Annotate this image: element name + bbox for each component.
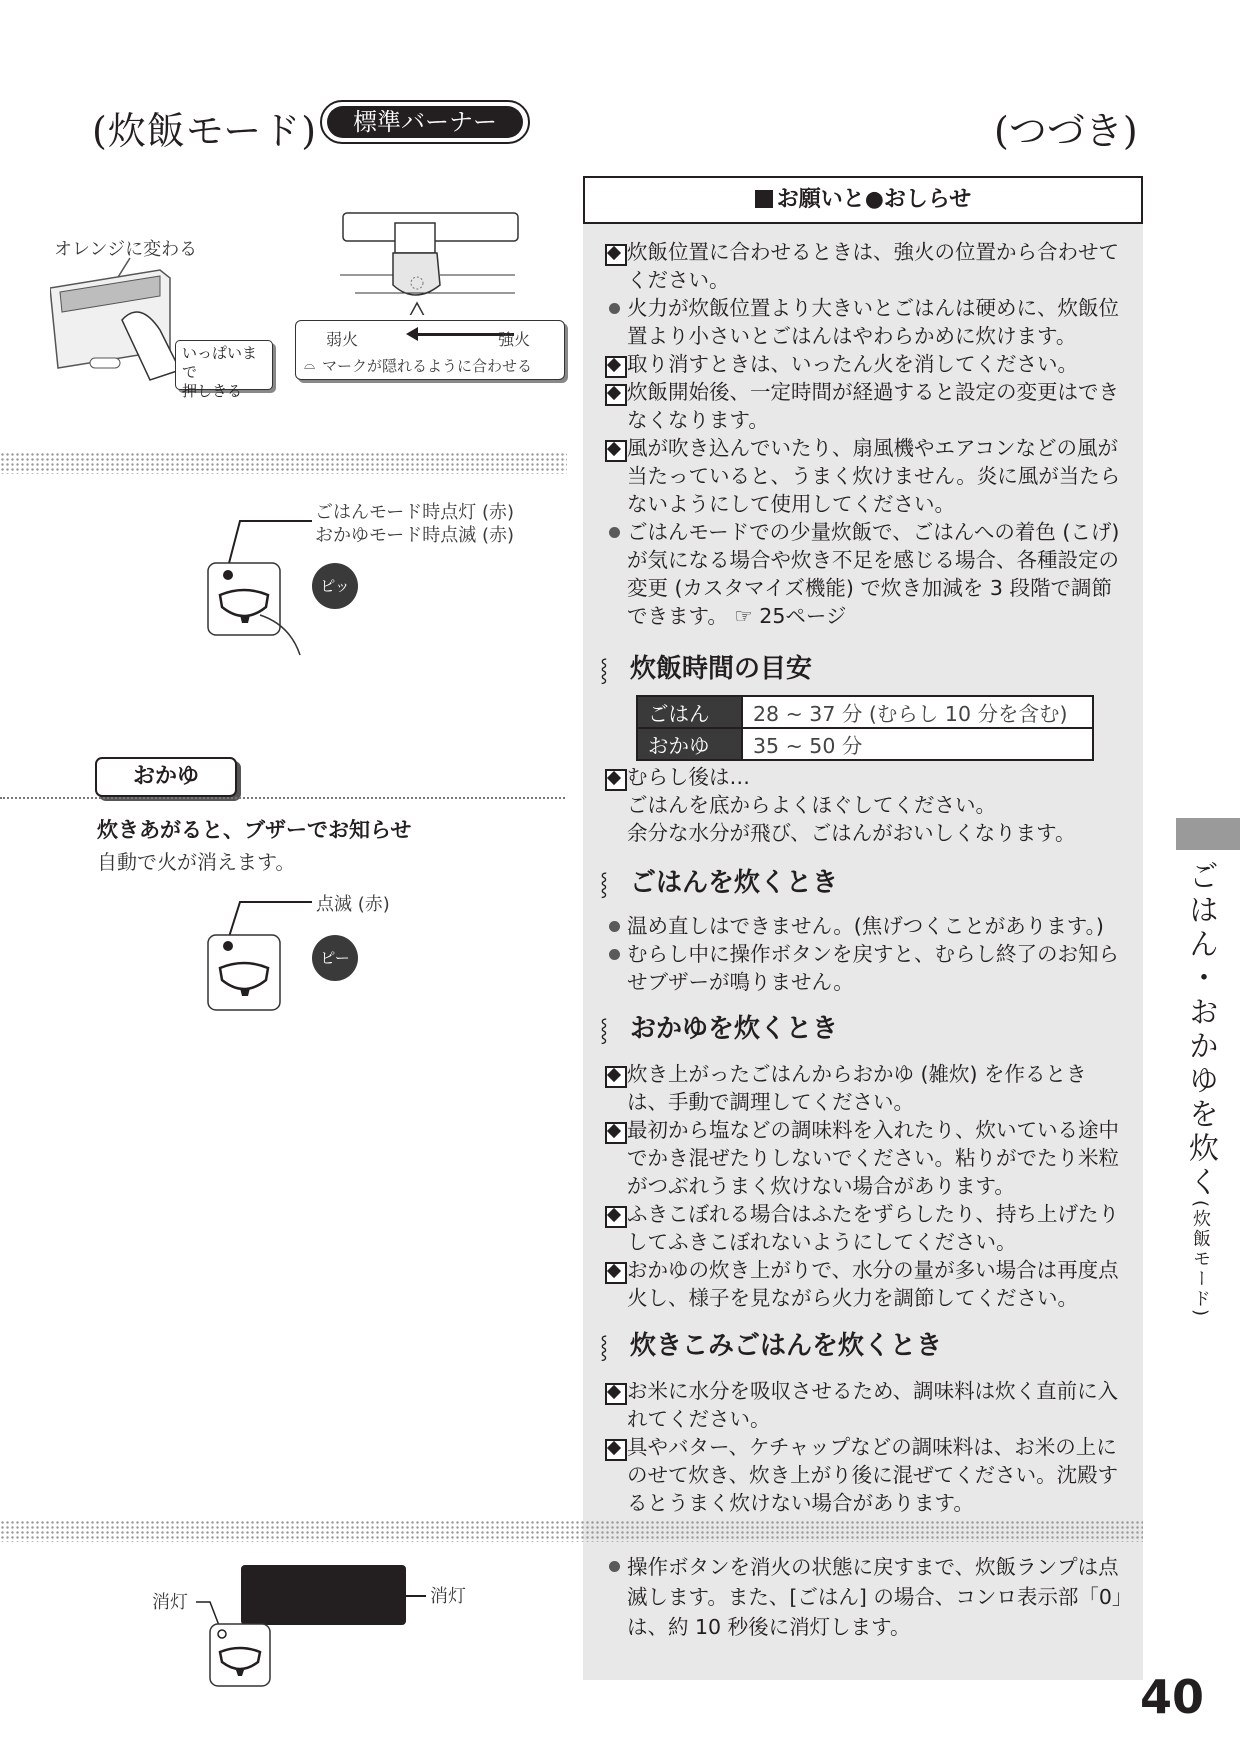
page-number: 40	[1140, 1670, 1205, 1724]
diamond-icon	[603, 763, 627, 791]
after-steam-list	[603, 763, 1123, 847]
spacer	[603, 791, 627, 819]
off-lamp-illustration	[150, 1560, 470, 1690]
list-item-text: 炊飯位置に合わせるときは、強火の位置から合わせてください。	[627, 240, 1119, 292]
diamond-icon	[603, 238, 627, 266]
beep-long-bubble	[312, 935, 358, 981]
list-item-text: ごはんモードでの少量炊飯で、ごはんへの着色 (こげ) が気になる場合や炊き不足を感じる場合、各種設定の変更 (カスタマイズ機能) で炊き加減を 3 段階で調節できます。 ☞ 25ページ	[627, 520, 1120, 628]
notice-list	[603, 238, 1123, 630]
table-cell-label: ごはん	[637, 696, 742, 728]
dot-icon	[603, 940, 627, 968]
list-item-text: むらし後は…	[627, 765, 750, 789]
dot-icon	[603, 912, 627, 940]
press-label-2: 押しきる	[182, 382, 243, 400]
diamond-icon	[603, 434, 627, 462]
list-item-text: 炊き上がったごはんからおかゆ (雑炊) を作るときは、手動で調理してください。	[627, 1062, 1087, 1114]
steam-icon: ⸾	[600, 658, 608, 683]
lamp-line-2: おかゆモード時点滅 (赤)	[315, 525, 515, 546]
diamond-icon	[603, 1116, 627, 1144]
list-item	[603, 819, 1123, 847]
knob-press-illustration	[50, 230, 290, 400]
list-item-text: むらし中に操作ボタンを戻すと、むらし終了のお知らせブザーが鳴りません。	[627, 942, 1119, 994]
diamond-icon	[603, 1256, 627, 1284]
off-left-label: 消灯	[152, 1592, 188, 1613]
rice-section-title	[600, 862, 838, 899]
list-item	[603, 378, 1123, 434]
sidebar-tab-marker	[1176, 818, 1240, 850]
off-right-label: 消灯	[430, 1586, 466, 1607]
notice-diamond-icon	[755, 190, 773, 208]
table-row	[637, 728, 1093, 760]
weak-label: 弱火	[326, 330, 359, 349]
arrow-head-icon	[406, 327, 418, 341]
list-item	[603, 1116, 1123, 1200]
diamond-icon	[603, 1200, 627, 1228]
sidebar-sub-label: (炊飯モード)	[1190, 1200, 1211, 1319]
burner-badge-label: 標準バーナー	[327, 106, 523, 138]
dotted-divider-1	[0, 452, 567, 474]
rice-section-list	[603, 912, 1123, 996]
okayu-lamp-svg	[200, 890, 560, 1020]
lamp-line-1: ごはんモード時点灯 (赤)	[315, 502, 515, 523]
steam-icon: ⸾	[600, 872, 608, 897]
list-item	[603, 1377, 1123, 1433]
list-item-text: ごはんを底からよくほぐしてください。	[627, 793, 996, 817]
burner-knob-svg	[295, 205, 570, 315]
okayu-tab: おかゆ	[95, 757, 237, 797]
beep-sound-label: ピッ	[320, 577, 350, 595]
list-item-text: 具やバター、ケチャップなどの調味料は、お米の上にのせて炊き、炊き上がり後に混ぜてください。沈殿するとうまく炊けない場合があります。	[627, 1435, 1119, 1515]
list-item-text: 温め直しはできません。(焦げつくことがあります。)	[627, 914, 1104, 938]
list-item	[603, 294, 1123, 350]
list-item	[603, 518, 1123, 630]
orange-label: オレンジに変わる	[54, 239, 198, 260]
bottom-note	[603, 1552, 1123, 1642]
list-item	[603, 1060, 1123, 1116]
diamond-icon	[603, 1433, 627, 1461]
burner-badge	[320, 100, 530, 144]
okayu-heading: 炊きあがると、ブザーでお知らせ	[97, 818, 412, 842]
list-item-text: 風が吹き込んでいたり、扇風機やエアコンなどの風が当たっていると、うまく炊けません。炎に風が当たらないようにして使用してください。	[627, 436, 1121, 516]
spacer	[603, 819, 627, 847]
list-item-text: 操作ボタンを消火の状態に戻すまで、炊飯ランプは点滅します。また、[ごはん] の場合、コンロ表示部「0」は、約 10 秒後に消灯します。	[627, 1555, 1123, 1639]
blink-label: 点滅 (赤)	[316, 894, 390, 915]
sidebar-chapter-title	[1183, 860, 1222, 1319]
strong-label: 強火	[498, 330, 531, 349]
cook-time-title-label: 炊飯時間の目安	[630, 654, 813, 684]
dot-icon	[603, 1552, 627, 1580]
diamond-icon	[603, 378, 627, 406]
sidebar-main-label: ごはん・おかゆを炊く	[1183, 860, 1218, 1200]
list-item	[603, 1200, 1123, 1256]
lamp-illustration	[200, 495, 560, 665]
table-cell-value: 28 ~ 37 分 (むらし 10 分を含む)	[742, 696, 1093, 728]
display-right-leader	[406, 1595, 426, 1597]
table-cell-value: 35 ~ 50 分	[742, 728, 1093, 760]
beep-bubble	[312, 563, 358, 609]
flame-callout	[295, 320, 565, 380]
dot-icon	[603, 518, 627, 546]
rice-section-title-label: ごはんを炊くとき	[630, 868, 839, 898]
list-item	[603, 791, 1123, 819]
press-callout	[175, 340, 273, 400]
list-item-text: 炊飯開始後、一定時間が経過すると設定の変更はできなくなります。	[627, 380, 1119, 432]
page-title: (炊飯モード)	[92, 109, 318, 153]
list-item	[603, 940, 1123, 996]
list-item-text: 余分な水分が飛び、ごはんがおいしくなります。	[627, 821, 1076, 845]
off-lamp-svg	[190, 1560, 310, 1690]
dotted-divider-2	[0, 1520, 1143, 1542]
list-item	[603, 434, 1123, 518]
steam-icon: ⸾	[600, 1018, 608, 1043]
diamond-icon	[603, 350, 627, 378]
notice-heading	[583, 176, 1143, 224]
okayu-section-title-label: おかゆを炊くとき	[630, 1014, 839, 1044]
notice-heading-label: お願いと●おしらせ	[776, 187, 972, 212]
list-item-text: ふきこぼれる場合はふたをずらしたり、持ち上げたりしてふきこぼれないようにしてください。	[627, 1202, 1119, 1254]
list-item-text: お米に水分を吸収させるため、調味料は炊く直前に入れてください。	[627, 1379, 1119, 1431]
list-item	[603, 238, 1123, 294]
steam-icon: ⸾	[600, 1335, 608, 1360]
list-item-text: 火力が炊飯位置より大きいとごはんは硬めに、炊飯位置より小さいとごはんはやわらかめに炊けます。	[627, 296, 1119, 348]
press-label-1: いっぱいまで	[182, 344, 258, 381]
cook-time-table	[636, 695, 1094, 761]
continued-label: (つづき)	[994, 109, 1138, 153]
takikomi-section-title	[600, 1325, 942, 1362]
dot-icon	[603, 294, 627, 322]
beep-long-label: ピー	[320, 949, 350, 967]
list-item	[603, 912, 1123, 940]
table-cell-label: おかゆ	[637, 728, 742, 760]
align-note: マークが隠れるように合わせる	[322, 357, 533, 375]
list-item	[603, 1256, 1123, 1312]
list-item	[603, 763, 1123, 791]
list-item-text: 最初から塩などの調味料を入れたり、炊いている途中でかき混ぜたりしないでください。粘りがでたり米粒がつぶれうまく炊けない場合があります。	[627, 1118, 1119, 1198]
takikomi-section-list	[603, 1377, 1123, 1517]
list-item-text: おかゆの炊き上がりで、水分の量が多い場合は再度点火し、様子を見ながら火力を調節してください。	[627, 1258, 1119, 1310]
okayu-divider	[0, 797, 565, 799]
burner-position-illustration	[295, 205, 570, 405]
table-row	[637, 696, 1093, 728]
list-item	[603, 1433, 1123, 1517]
lamp-svg	[200, 495, 560, 665]
okayu-section-list	[603, 1060, 1123, 1312]
okayu-subtext: 自動で火が消えます。	[97, 850, 296, 874]
okayu-section-title	[600, 1008, 838, 1045]
diamond-icon	[603, 1060, 627, 1088]
okayu-lamp-illustration	[200, 890, 560, 1020]
diamond-icon	[603, 1377, 627, 1405]
list-item-text: 取り消すときは、いったん火を消してください。	[627, 352, 1078, 376]
rice-mark-icon: ⌓	[304, 357, 316, 373]
list-item	[603, 350, 1123, 378]
cook-time-title	[600, 648, 812, 685]
list-item	[603, 1552, 1123, 1642]
takikomi-section-title-label: 炊きこみごはんを炊くとき	[630, 1331, 943, 1361]
